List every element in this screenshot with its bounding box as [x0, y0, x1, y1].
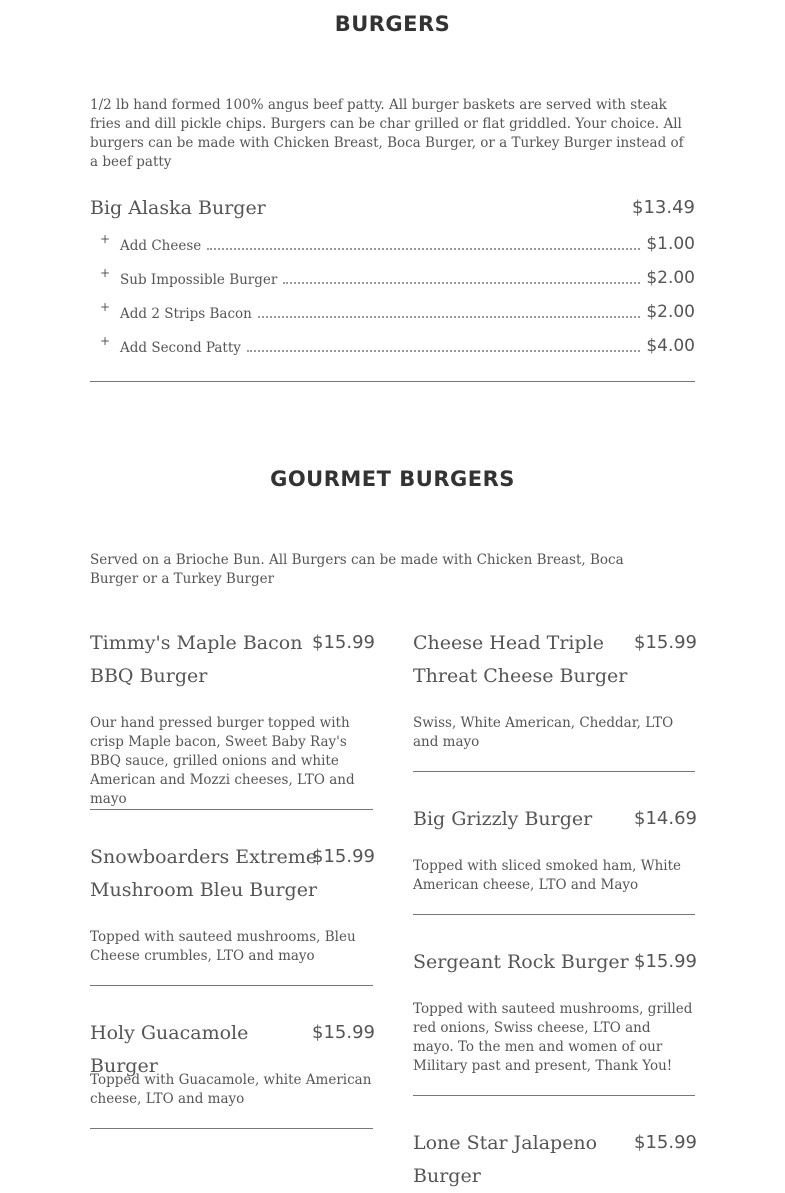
- addon-row: [90, 266, 695, 288]
- item-name-mushroom-bleu: Snowboarders Extreme Mushroom Bleu Burger: [90, 846, 318, 901]
- item-name-sergeant-rock: Sergeant Rock Burger: [413, 951, 629, 973]
- addon-price: $1.00: [646, 234, 695, 254]
- item-price-mushroom-bleu: $15.99: [312, 846, 375, 867]
- plus-icon: +: [99, 334, 111, 348]
- item-description: Topped with sauteed mushrooms, Bleu Cheese crumbles, LTO and mayo: [90, 929, 356, 964]
- item-divider: [90, 1128, 373, 1129]
- addon-price: $2.00: [646, 302, 695, 322]
- item-price-lone-star: $15.99: [634, 1132, 697, 1153]
- plus-icon: +: [99, 266, 111, 280]
- dot-leader: [247, 350, 640, 352]
- item-name-cheese-head: Cheese Head Triple Threat Cheese Burger: [413, 632, 628, 687]
- section-divider: [90, 381, 695, 382]
- item-price-sergeant-rock: $15.99: [634, 951, 697, 972]
- plus-icon: +: [99, 232, 111, 246]
- item-price-holy-guacamole: $15.99: [312, 1022, 375, 1043]
- plus-icon: +: [99, 300, 111, 314]
- addon-label: Add Cheese: [120, 238, 202, 254]
- item-divider: [90, 985, 373, 986]
- item-divider: [413, 1095, 695, 1096]
- section-description-burgers: 1/2 lb hand formed 100% angus beef patty. All burger baskets are served with steak fries and dill pickle chips. Burgers can be char grilled or flat griddled. Your choice. All burgers can be made with Chicken Breast, Boca Burger, or a Turkey Burger instead of a beef patty: [90, 97, 684, 170]
- addon-price: $2.00: [646, 268, 695, 288]
- item-description: Swiss, White American, Cheddar, LTO and mayo: [413, 715, 674, 750]
- item-description: Topped with Guacamole, white American cheese, LTO and mayo: [90, 1072, 372, 1107]
- addon-price: $4.00: [646, 336, 695, 356]
- section-title-burgers: BURGERS: [334, 12, 451, 36]
- dot-leader: [258, 316, 640, 318]
- item-price-maple-bacon: $15.99: [312, 632, 375, 653]
- item-divider: [413, 771, 695, 772]
- item-price-big-grizzly: $14.69: [634, 808, 697, 829]
- addon-row: [90, 232, 695, 254]
- dot-leader: [283, 282, 640, 284]
- item-description: Topped with sliced smoked ham, White American cheese, LTO and Mayo: [413, 858, 682, 893]
- dot-leader: [207, 248, 640, 250]
- item-name-holy-guacamole: Holy Guacamole Burger: [90, 1022, 249, 1077]
- addon-row: [90, 334, 695, 356]
- addon-row: [90, 300, 695, 322]
- item-name-big-alaska: Big Alaska Burger: [90, 197, 266, 219]
- section-description-gourmet: Served on a Brioche Bun. All Burgers can be made with Chicken Breast, Boca Burger or a Turkey Burger: [90, 552, 624, 587]
- item-price-cheese-head: $15.99: [634, 632, 697, 653]
- item-name-maple-bacon: Timmy's Maple Bacon BBQ Burger: [90, 632, 303, 687]
- item-name-lone-star: Lone Star Jalapeno Burger: [413, 1132, 598, 1187]
- item-divider: [90, 809, 373, 810]
- addon-label: Add 2 Strips Bacon: [120, 306, 252, 322]
- item-name-big-grizzly: Big Grizzly Burger: [413, 808, 593, 830]
- addon-label: Sub Impossible Burger: [120, 272, 278, 288]
- section-title-gourmet: GOURMET BURGERS: [270, 467, 515, 491]
- item-description: Topped with sauteed mushrooms, grilled red onions, Swiss cheese, LTO and mayo. To the men and women of our Military past and present, Thank You!: [413, 1001, 693, 1074]
- item-divider: [413, 914, 695, 915]
- item-price-big-alaska: $13.49: [632, 197, 695, 218]
- addon-label: Add Second Patty: [120, 340, 241, 356]
- item-description: Our hand pressed burger topped with crisp Maple bacon, Sweet Baby Ray's BBQ sauce, grilled onions and white American and Mozzi cheeses, LTO and mayo: [90, 715, 355, 807]
